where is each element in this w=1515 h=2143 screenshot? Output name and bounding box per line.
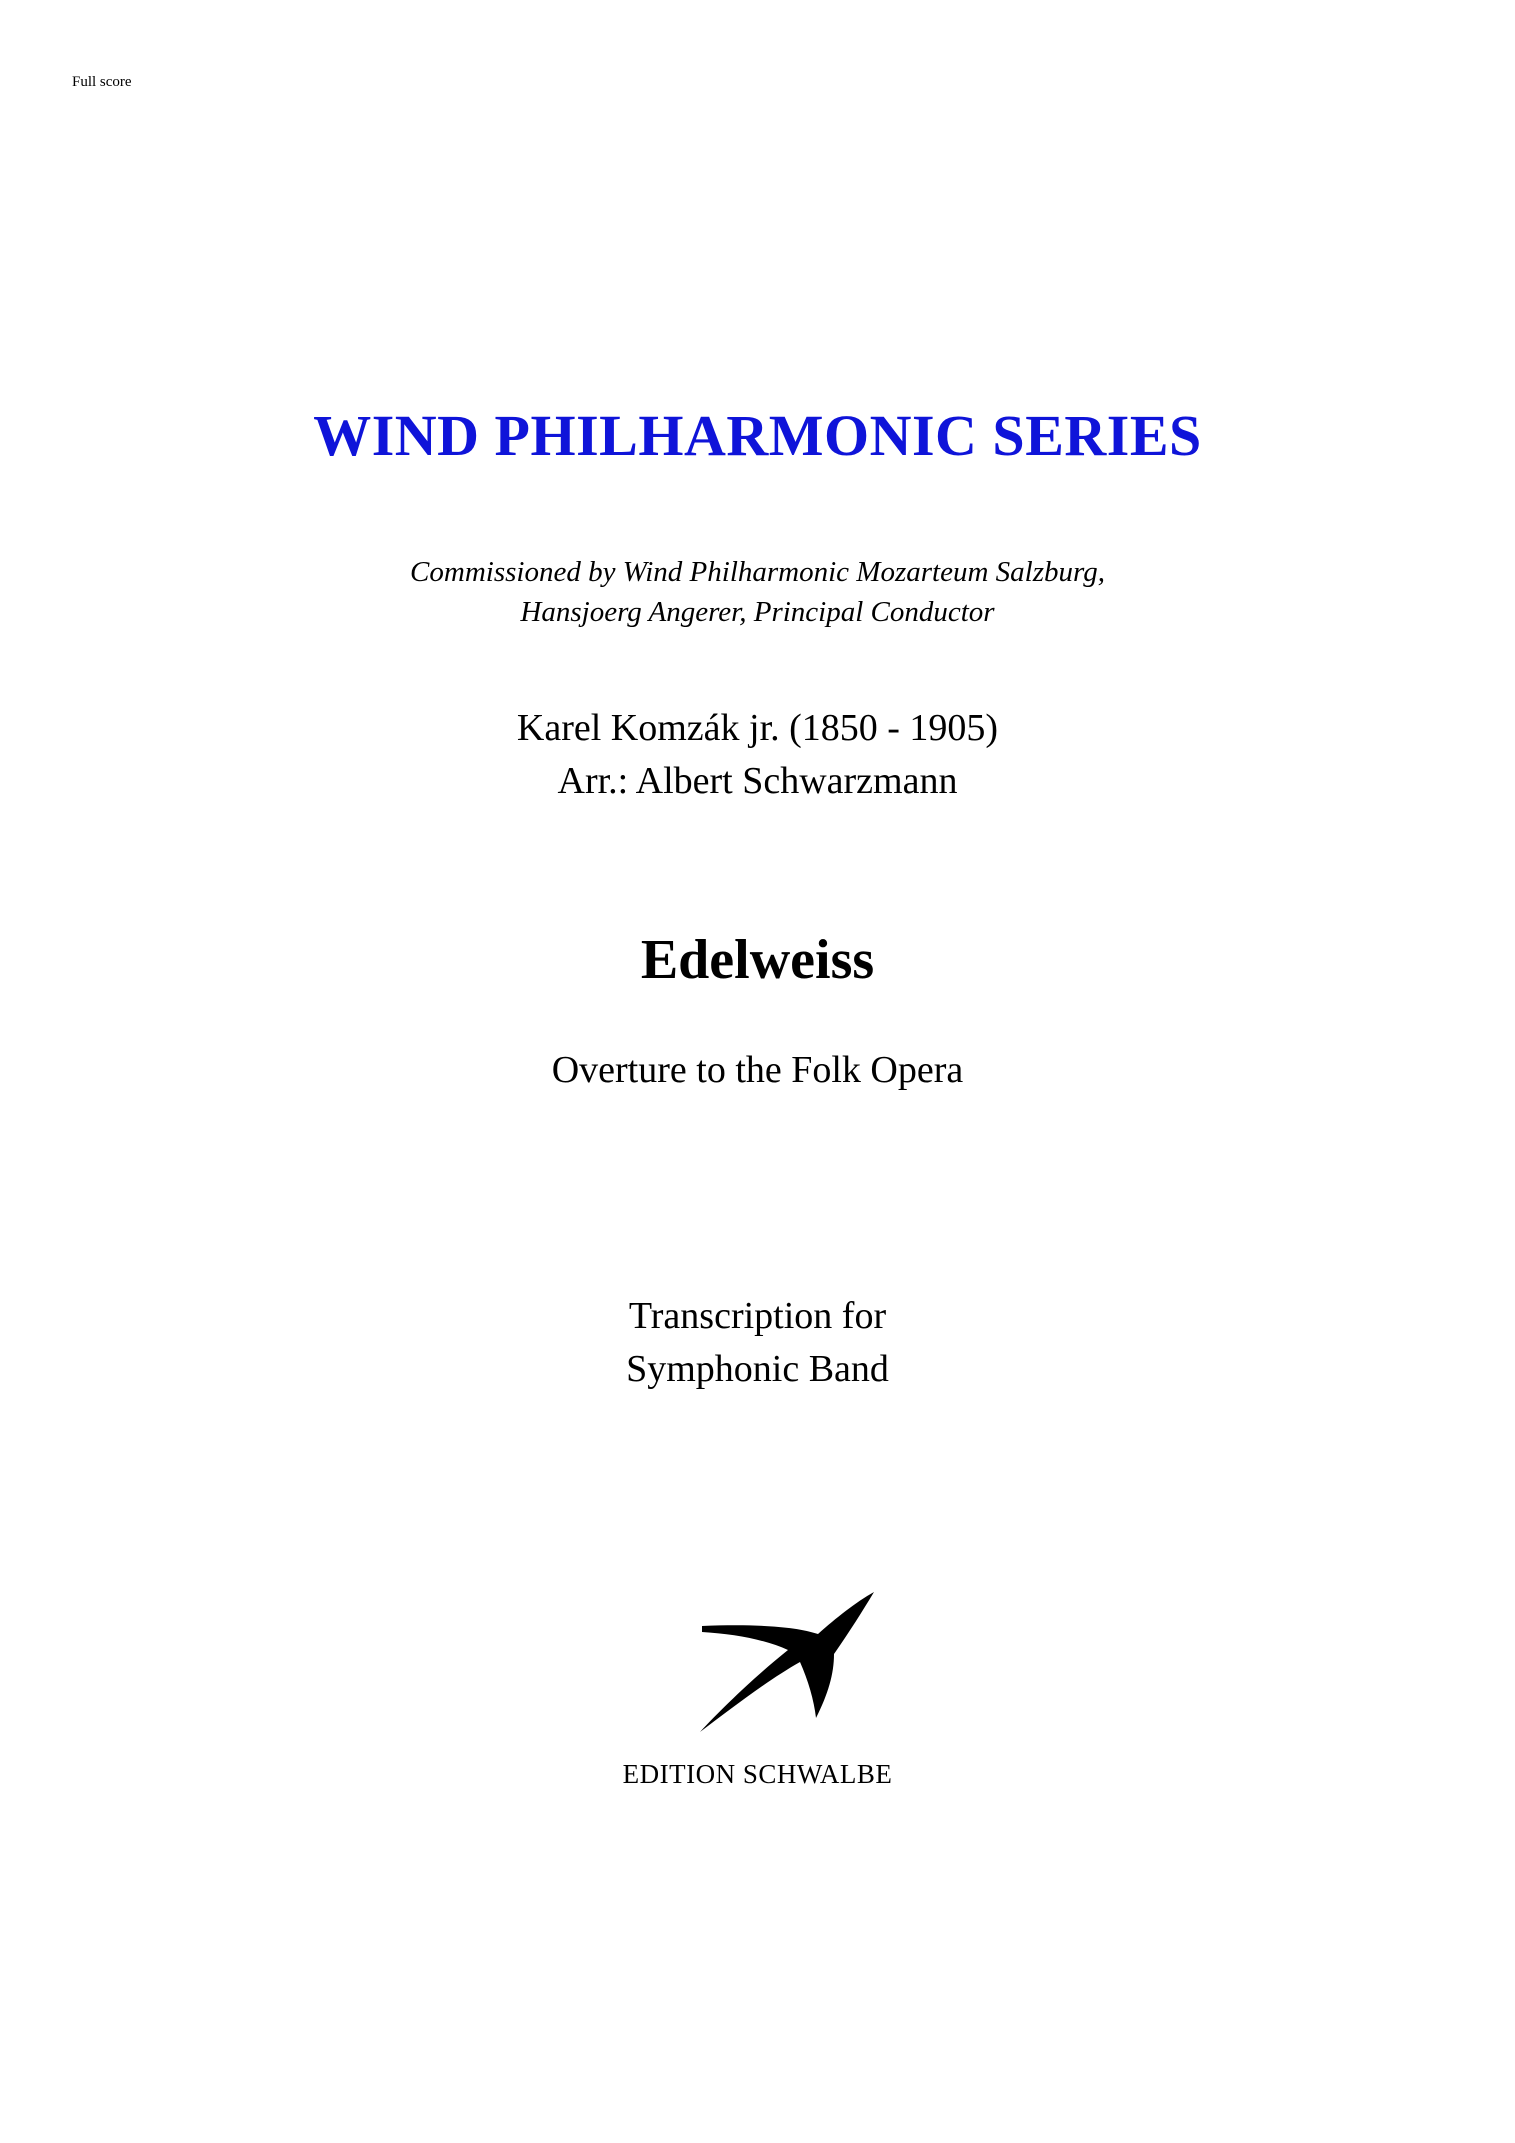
composer: Karel Komzák jr. (1850 - 1905) xyxy=(516,707,999,749)
swallow-icon xyxy=(696,1590,878,1734)
transcription-line: Transcription for xyxy=(628,1295,887,1337)
commission-line: Commissioned by Wind Philharmonic Mozarteum Salzburg, xyxy=(410,556,1105,588)
arranger: Arr.: Albert Schwarzmann xyxy=(557,760,958,802)
work-subtitle: Overture to the Folk Opera xyxy=(551,1049,964,1091)
score-type-label: Full score xyxy=(72,74,132,90)
work-title: Edelweiss xyxy=(640,929,875,991)
conductor-line: Hansjoerg Angerer, Principal Conductor xyxy=(520,596,995,628)
series-title: WIND PHILHARMONIC SERIES xyxy=(313,403,1202,468)
publisher-name: EDITION SCHWALBE xyxy=(622,1759,893,1789)
credits xyxy=(0,702,1515,808)
commission-note xyxy=(0,552,1515,632)
ensemble-line: Symphonic Band xyxy=(626,1348,889,1390)
transcription-note xyxy=(0,1290,1515,1396)
